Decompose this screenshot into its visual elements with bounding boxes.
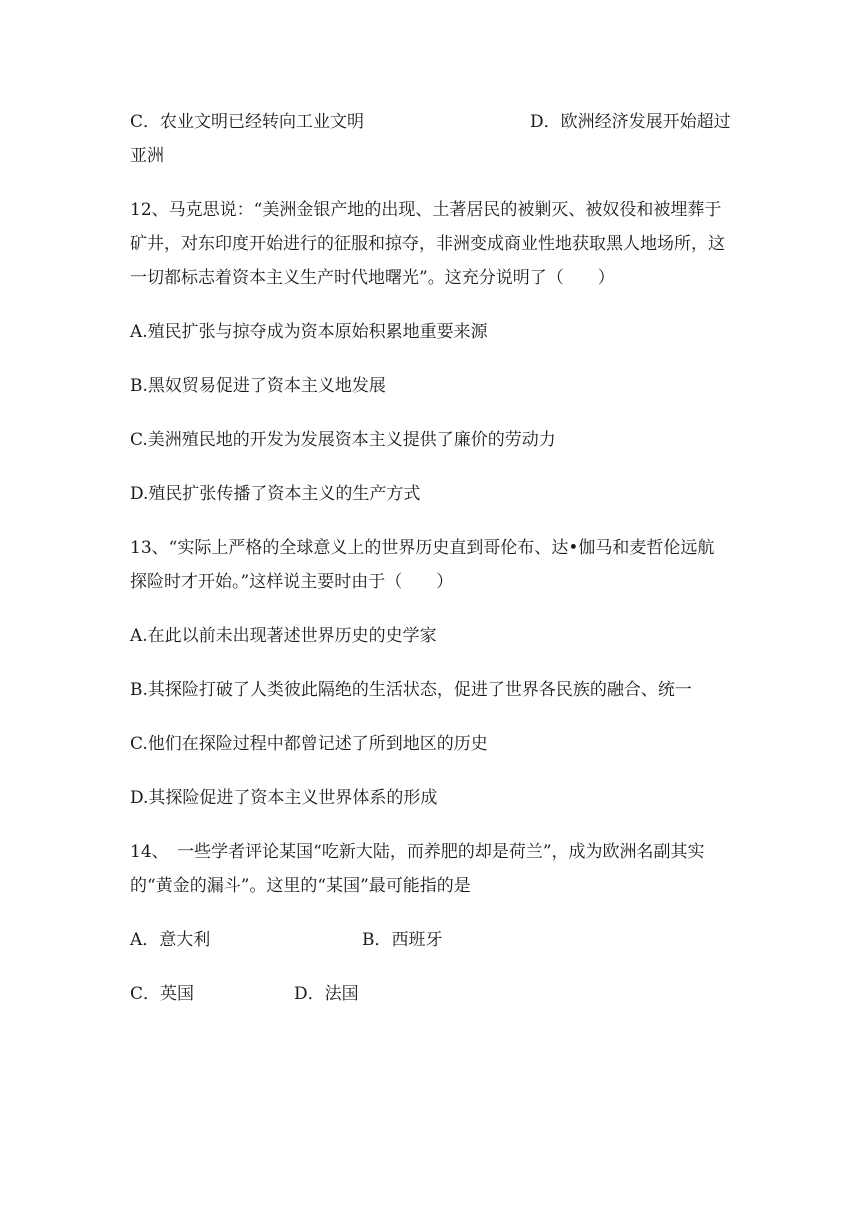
q12-option-b: B.黑奴贸易促进了资本主义地发展 <box>130 376 386 396</box>
q14-option-a: A．意大利 <box>130 930 211 950</box>
q11-option-d <box>530 112 731 132</box>
q14-stem-line-2: 的“黄金的漏斗”。这里的“某国”最可能指的是 <box>130 876 471 896</box>
q11-option-c-text: C．农业文明已经转向工业文明 <box>130 112 365 132</box>
q12-stem-line-3: 一切都标志着资本主义生产时代地曙光”。这充分说明了（ ） <box>130 268 615 288</box>
q12-option-a: A.殖民扩张与掠夺成为资本原始积累地重要来源 <box>130 322 488 342</box>
q12-option-c: C.美洲殖民地的开发为发展资本主义提供了廉价的劳动力 <box>130 430 556 450</box>
q11-option-d-text: D．欧洲经济发展开始超过 <box>530 112 731 132</box>
q12-stem-line-1: 12、马克思说：“美洲金银产地的出现、土著居民的被剿灭、被奴役和被埋葬于 <box>130 200 722 220</box>
q14-option-d: D．法国 <box>294 984 359 1004</box>
q12-stem-line-2: 矿井，对东印度开始进行的征服和掠夺，非洲变成商业性地获取黑人地场所，这 <box>130 234 725 254</box>
q13-stem-line-1: 13、“实际上严格的全球意义上的世界历史直到哥伦布、达•伽马和麦哲伦远航 <box>130 538 715 558</box>
q13-option-c: C.他们在探险过程中都曾记述了所到地区的历史 <box>130 734 488 754</box>
q14-stem-line-1: 14、 一些学者评论某国“吃新大陆，而养肥的却是荷兰”，成为欧洲名副其实 <box>130 842 705 862</box>
q11-option-c <box>130 112 364 132</box>
q13-stem-line-2: 探险时才开始。”这样说主要时由于（ ） <box>130 572 454 592</box>
q11-option-d-continuation-text: 亚洲 <box>130 146 164 166</box>
q13-option-b: B.其探险打破了人类彼此隔绝的生活状态，促进了世界各民族的融合、统一 <box>130 680 692 700</box>
q11-option-d-continuation <box>130 146 164 166</box>
q14-option-c: C．英国 <box>130 984 195 1004</box>
q12-option-d: D.殖民扩张传播了资本主义的生产方式 <box>130 484 421 504</box>
q14-option-b: B．西班牙 <box>362 930 443 950</box>
q13-option-a: A.在此以前未出现著述世界历史的史学家 <box>130 626 437 646</box>
q13-option-d: D.其探险促进了资本主义世界体系的形成 <box>130 788 438 808</box>
